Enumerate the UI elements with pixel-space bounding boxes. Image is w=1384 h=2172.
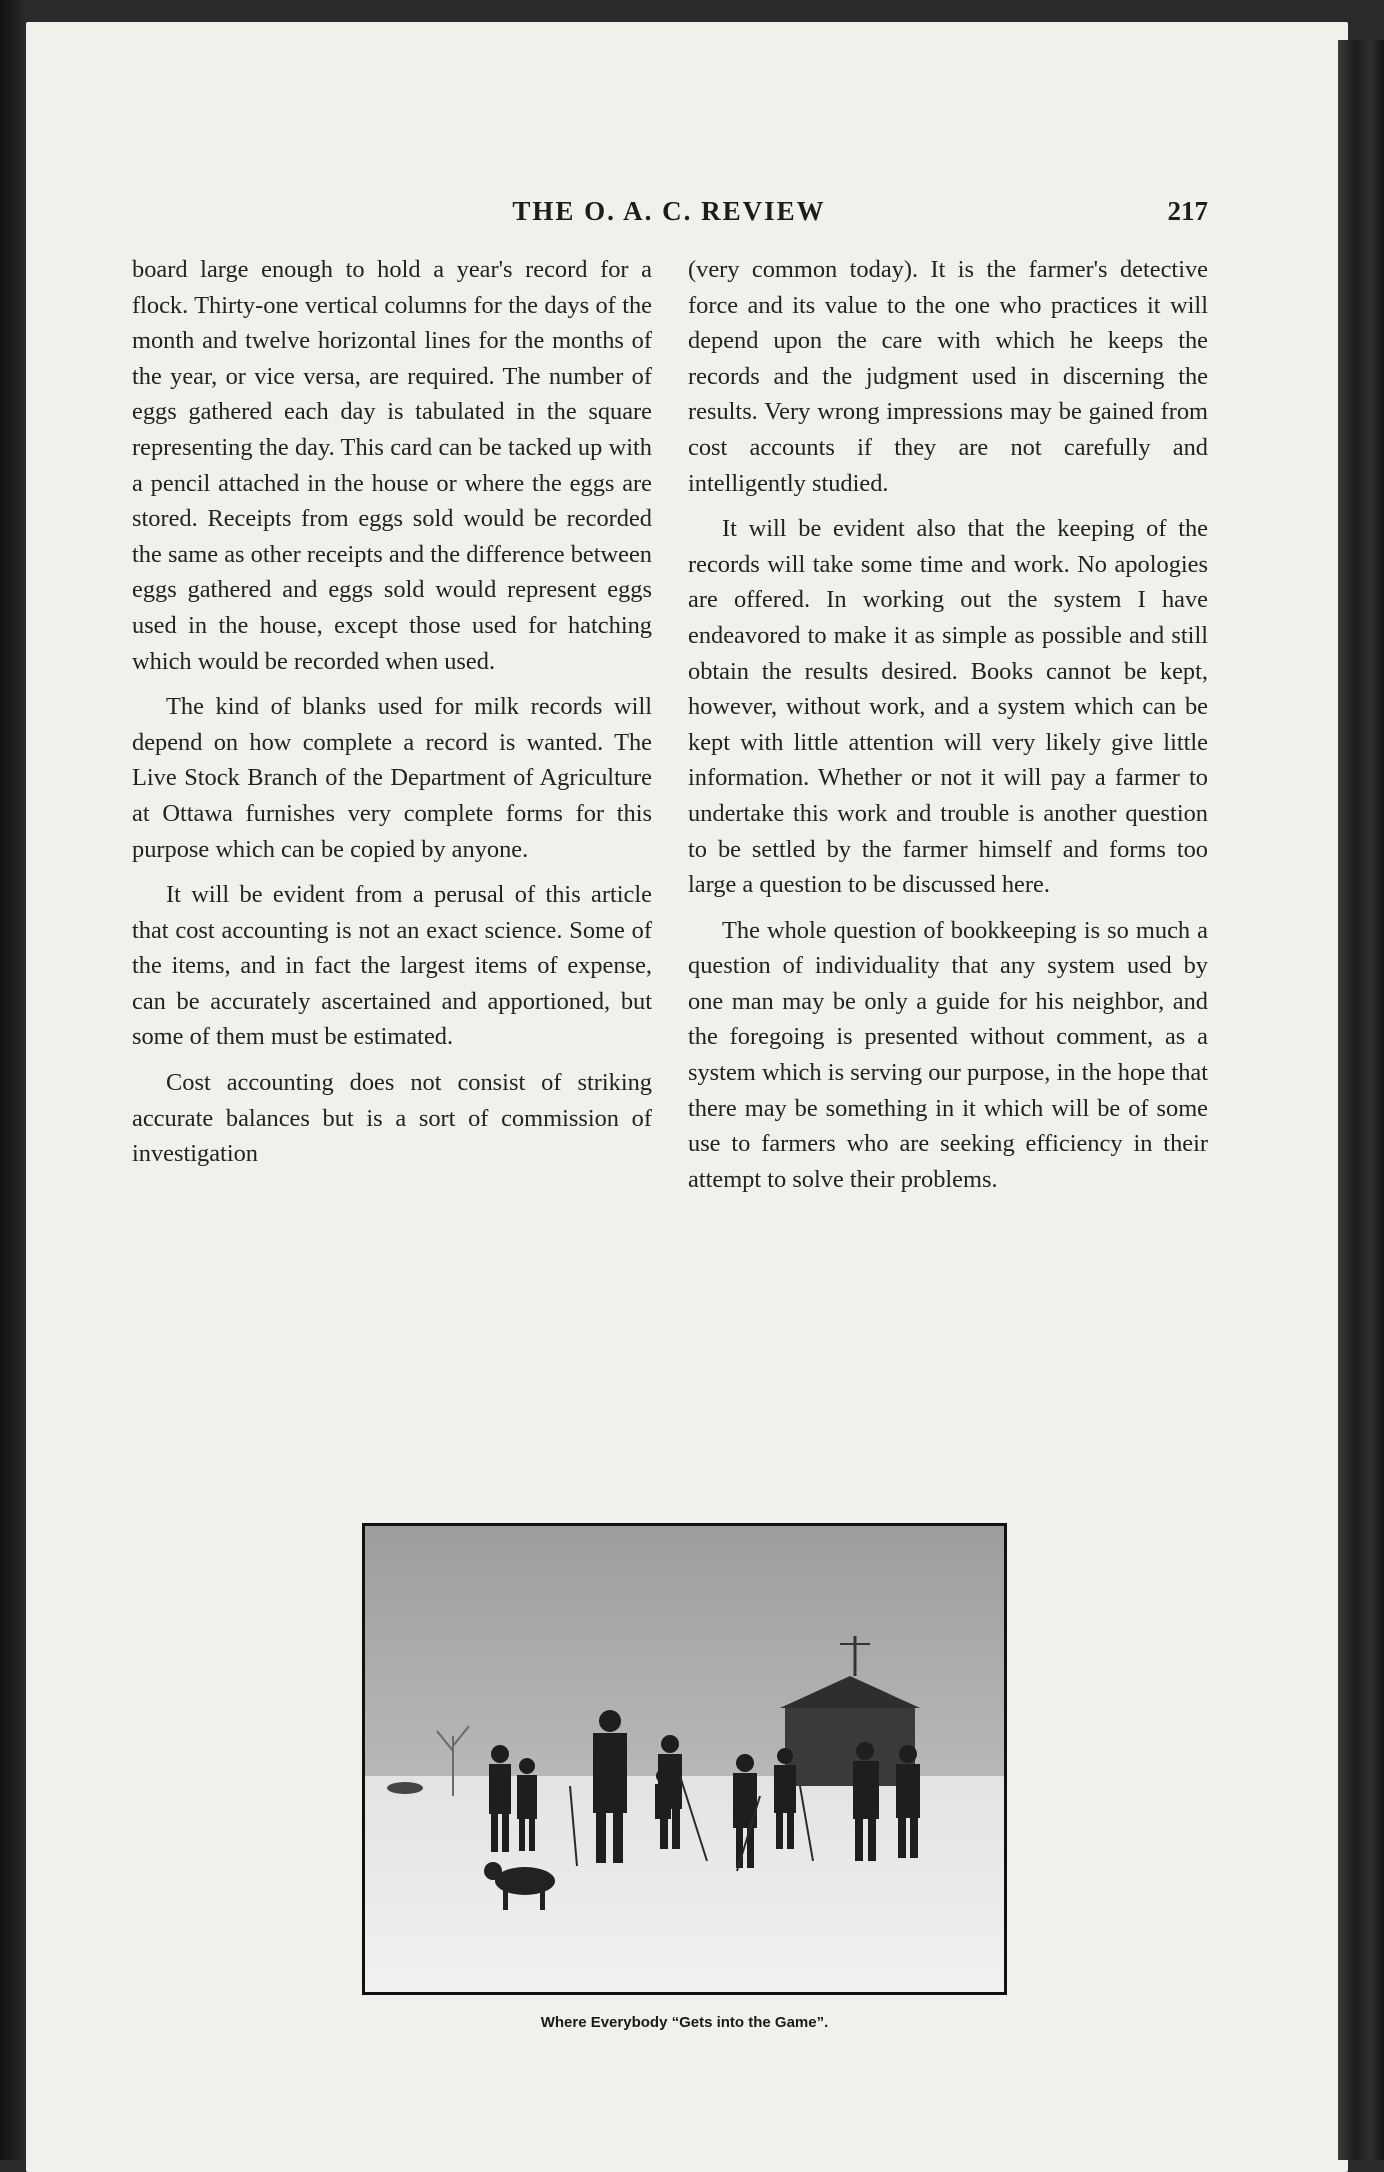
figure-caption: Where Everybody “Gets into the Game”. (540, 2014, 829, 2031)
scan-left-edge (0, 0, 26, 2160)
paragraph: The kind of blanks used for milk records will depend on how complete a record is wanted. The Live Stock Branch of the Department of Agriculture at Ottawa furnishes very complete forms for this purpose which can be copied by anyone. (132, 693, 652, 863)
paragraph: It will be evident from a perusal of this article that cost accounting is not an exact science. Some of the items, and in fact the largest items of expense, can be accurately ascertained and apportioned, but some of them must be estimated. (132, 881, 652, 1051)
page-number: 217 (1167, 196, 1208, 226)
paragraph: (very common today). It is the farmer's detective force and its value to the one who practices it will depend upon the care with which he keeps the records and the judgment used in discerning the results. Very wrong impressions may be gained from cost accounts if they are not carefully and intelligently studied. (688, 256, 1208, 497)
hockey-photo (362, 1523, 1007, 1995)
paragraph: It will be evident also that the keeping of the records will take some time and work. No apologies are offered. In working out the system I have endeavored to make it as simple as possible and still obtain the results desired. Books cannot be kept, however, without work, and a system which can be kept with little attention will very likely give little information. Whether or not it will pay a farmer to undertake this work and trouble is another question to be settled by the farmer himself and forms too large a question to be discussed here. (688, 515, 1208, 899)
paragraph: The whole question of bookkeeping is so much a question of individuality that any system used by one man may be only a guide for his neighbor, and the foregoing is presented without comment, as a system which is serving our purpose, in the hope that there may be something in it which will be of some use to farmers who are seeking efficiency in their attempt to solve their problems. (688, 916, 1208, 1193)
right-column (688, 252, 1208, 1207)
journal-title: THE O. A. C. REVIEW (512, 196, 826, 226)
book-binding (1338, 40, 1384, 2160)
distant-animal (387, 1782, 423, 1794)
photo-illustration (365, 1526, 1004, 1992)
left-column (132, 252, 652, 1182)
paragraph: board large enough to hold a year's record for a flock. Thirty-one vertical columns for the days of the month and twelve horizontal lines for the months of the year, or vice versa, are required. The number of eggs gathered each day is tabulated in the square representing the day. This card can be tacked up with a pencil attached in the house or where the eggs are stored. Receipts from eggs sold would be recorded the same as other receipts and the difference between eggs gathered and eggs sold would represent eggs used in the house, except those used for hatching which would be recorded when used. (132, 256, 652, 675)
running-header (130, 196, 1208, 236)
paragraph: Cost accounting does not consist of striking accurate balances but is a sort of commission of investigation (132, 1069, 652, 1168)
player-small (655, 1769, 671, 1819)
